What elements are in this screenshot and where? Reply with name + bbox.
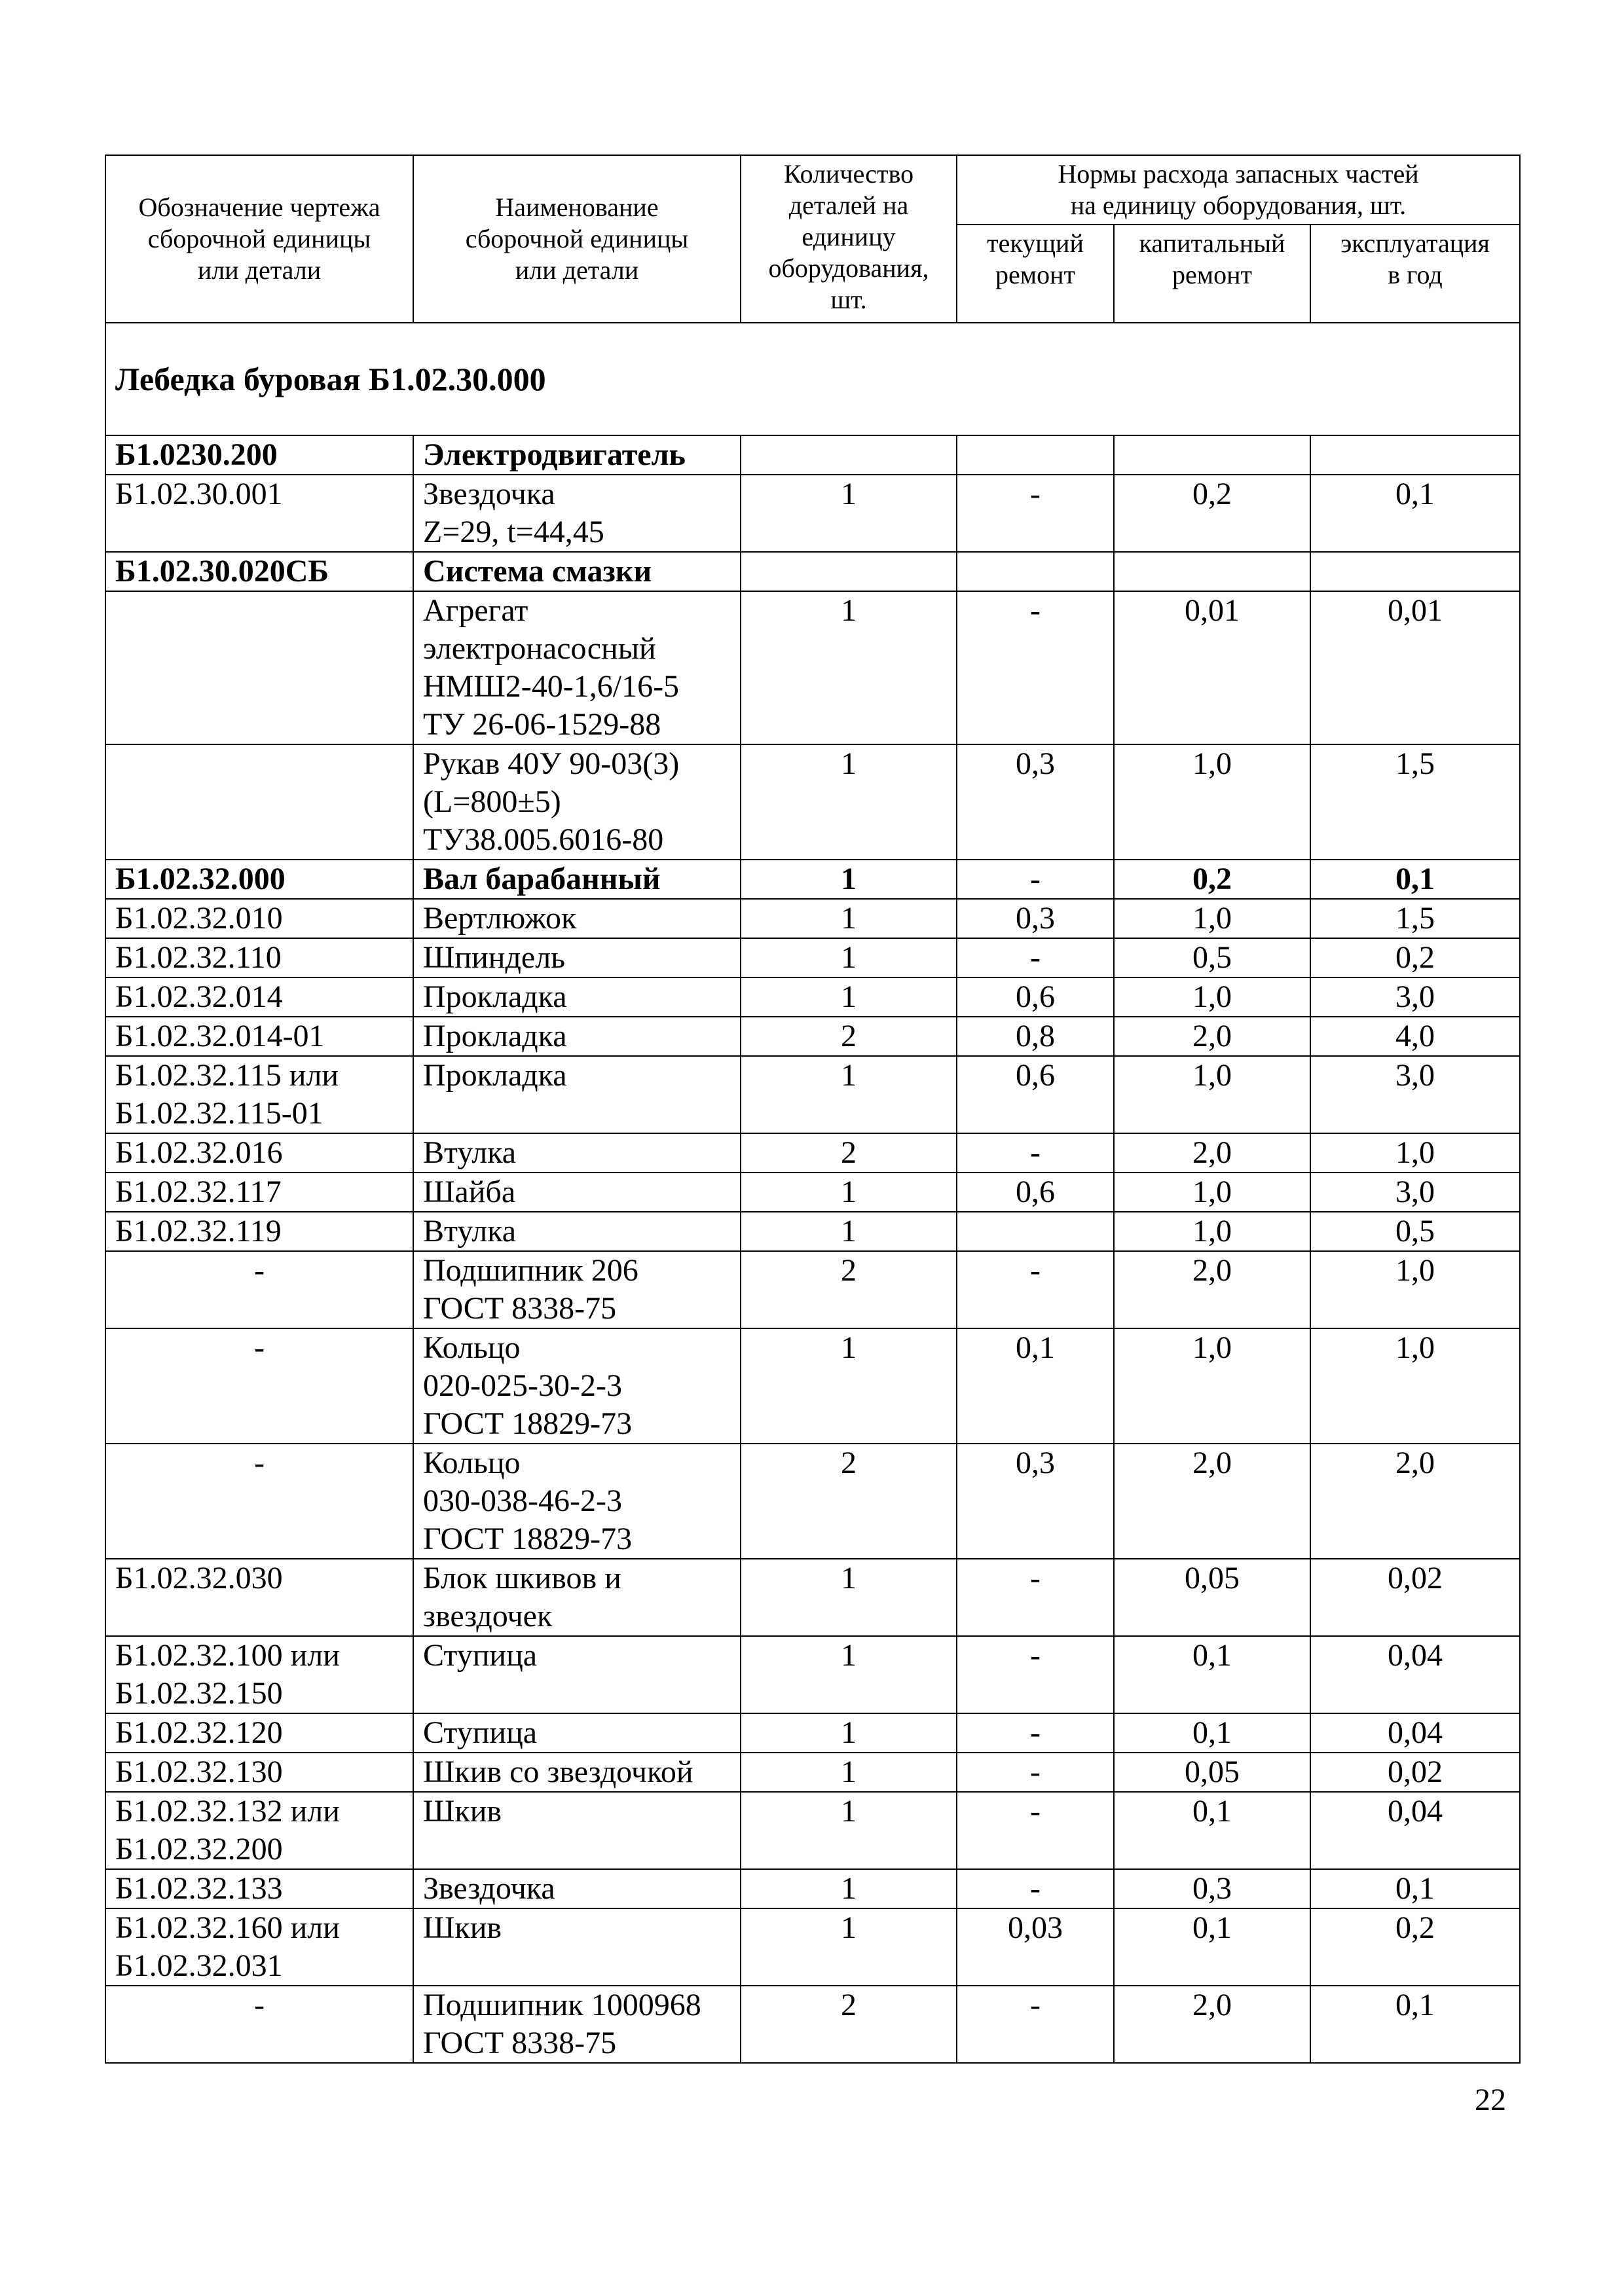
cell-unit-name: Шкив — [413, 1908, 741, 1986]
cell-exploitation: 0,1 — [1310, 860, 1520, 899]
cell-quantity: 1 — [741, 1328, 957, 1444]
cell-quantity: 1 — [741, 1869, 957, 1908]
table-row — [105, 1908, 1520, 1986]
cell-capital-repair: 2,0 — [1114, 1133, 1310, 1173]
cell-exploitation: 0,01 — [1310, 591, 1520, 744]
table-row — [105, 1017, 1520, 1056]
cell-exploitation — [1310, 435, 1520, 475]
cell-capital-repair: 0,1 — [1114, 1713, 1310, 1753]
cell-drawing-code: Б1.02.32.030 — [105, 1559, 413, 1636]
cell-exploitation: 0,02 — [1310, 1559, 1520, 1636]
cell-exploitation: 3,0 — [1310, 1056, 1520, 1133]
cell-drawing-code: Б1.02.32.130 — [105, 1753, 413, 1792]
cell-current-repair — [957, 435, 1114, 475]
cell-unit-name: Подшипник 206 ГОСТ 8338-75 — [413, 1251, 741, 1328]
cell-quantity: 1 — [741, 899, 957, 938]
table-row — [105, 1792, 1520, 1869]
cell-quantity: 1 — [741, 1056, 957, 1133]
cell-unit-name: Шкив со звездочкой — [413, 1753, 741, 1792]
cell-unit-name: Звездочка — [413, 1869, 741, 1908]
cell-capital-repair: 0,1 — [1114, 1908, 1310, 1986]
cell-capital-repair — [1114, 435, 1310, 475]
cell-exploitation: 0,1 — [1310, 475, 1520, 552]
table-row — [105, 435, 1520, 475]
cell-current-repair: - — [957, 938, 1114, 977]
cell-unit-name: Вал барабанный — [413, 860, 741, 899]
cell-drawing-code: - — [105, 1986, 413, 2063]
table-row — [105, 977, 1520, 1017]
section-title: Лебедка буровая Б1.02.30.000 — [105, 323, 1520, 435]
table-row — [105, 1056, 1520, 1133]
cell-exploitation: 1,5 — [1310, 899, 1520, 938]
table-row — [105, 1559, 1520, 1636]
cell-quantity: 2 — [741, 1444, 957, 1559]
cell-quantity: 1 — [741, 475, 957, 552]
cell-unit-name: Шкив — [413, 1792, 741, 1869]
header-exploitation: эксплуатация в год — [1310, 225, 1520, 323]
cell-unit-name: Прокладка — [413, 977, 741, 1017]
cell-unit-name: Блок шкивов и звездочек — [413, 1559, 741, 1636]
cell-exploitation: 1,0 — [1310, 1133, 1520, 1173]
table-row — [105, 1133, 1520, 1173]
cell-drawing-code: Б1.02.32.119 — [105, 1212, 413, 1251]
cell-drawing-code: Б1.02.32.117 — [105, 1173, 413, 1212]
cell-exploitation: 0,04 — [1310, 1713, 1520, 1753]
cell-drawing-code: Б1.02.32.010 — [105, 899, 413, 938]
cell-current-repair: - — [957, 860, 1114, 899]
table-row — [105, 744, 1520, 860]
header-consumption-norms: Нормы расхода запасных частей на единицу оборудования, шт. — [957, 155, 1520, 225]
cell-quantity — [741, 552, 957, 591]
cell-unit-name: Рукав 40У 90-03(3) (L=800±5) ТУ38.005.6016-80 — [413, 744, 741, 860]
cell-unit-name: Втулка — [413, 1212, 741, 1251]
cell-drawing-code — [105, 744, 413, 860]
table-row — [105, 1869, 1520, 1908]
cell-drawing-code: - — [105, 1328, 413, 1444]
table-row — [105, 1251, 1520, 1328]
cell-capital-repair: 0,5 — [1114, 938, 1310, 977]
cell-exploitation: 4,0 — [1310, 1017, 1520, 1056]
cell-exploitation: 1,5 — [1310, 744, 1520, 860]
cell-capital-repair: 0,1 — [1114, 1792, 1310, 1869]
cell-capital-repair: 1,0 — [1114, 1212, 1310, 1251]
table-row — [105, 1986, 1520, 2063]
cell-quantity: 1 — [741, 860, 957, 899]
cell-current-repair: 0,03 — [957, 1908, 1114, 1986]
cell-unit-name: Втулка — [413, 1133, 741, 1173]
cell-current-repair: - — [957, 1753, 1114, 1792]
cell-unit-name: Ступица — [413, 1636, 741, 1713]
cell-exploitation: 3,0 — [1310, 1173, 1520, 1212]
cell-quantity: 2 — [741, 1986, 957, 2063]
cell-unit-name: Прокладка — [413, 1017, 741, 1056]
cell-capital-repair: 1,0 — [1114, 899, 1310, 938]
cell-unit-name: Система смазки — [413, 552, 741, 591]
cell-current-repair: 0,6 — [957, 977, 1114, 1017]
cell-capital-repair: 2,0 — [1114, 1017, 1310, 1056]
cell-quantity: 2 — [741, 1133, 957, 1173]
header-unit-name: Наименование сборочной единицы или детали — [413, 155, 741, 323]
cell-unit-name: Шпиндель — [413, 938, 741, 977]
cell-current-repair: - — [957, 1559, 1114, 1636]
cell-exploitation: 0,02 — [1310, 1753, 1520, 1792]
cell-quantity: 1 — [741, 1636, 957, 1713]
spare-parts-table — [105, 155, 1521, 2064]
document-page — [105, 155, 1519, 2064]
cell-drawing-code: Б1.02.32.014-01 — [105, 1017, 413, 1056]
cell-exploitation: 0,04 — [1310, 1636, 1520, 1713]
table-row — [105, 1753, 1520, 1792]
cell-exploitation: 0,2 — [1310, 1908, 1520, 1986]
table-row — [105, 938, 1520, 977]
cell-exploitation: 0,5 — [1310, 1212, 1520, 1251]
cell-current-repair — [957, 552, 1114, 591]
cell-drawing-code: - — [105, 1444, 413, 1559]
cell-drawing-code: Б1.02.30.020СБ — [105, 552, 413, 591]
cell-drawing-code: Б1.02.32.110 — [105, 938, 413, 977]
cell-capital-repair: 1,0 — [1114, 1328, 1310, 1444]
header-drawing-code: Обозначение чертежа сборочной единицы или детали — [105, 155, 413, 323]
table-row — [105, 1328, 1520, 1444]
cell-current-repair: - — [957, 1251, 1114, 1328]
table-row — [105, 899, 1520, 938]
cell-unit-name: Электродвигатель — [413, 435, 741, 475]
cell-drawing-code: Б1.02.32.133 — [105, 1869, 413, 1908]
cell-unit-name: Агрегат электронасосный НМШ2-40-1,6/16-5 ТУ 26-06-1529-88 — [413, 591, 741, 744]
cell-exploitation: 0,1 — [1310, 1986, 1520, 2063]
table-row — [105, 1173, 1520, 1212]
cell-quantity: 1 — [741, 1908, 957, 1986]
table-row — [105, 552, 1520, 591]
header-quantity: Количество деталей на единицу оборудования, шт. — [741, 155, 957, 323]
cell-drawing-code: Б1.02.32.120 — [105, 1713, 413, 1753]
cell-unit-name: Ступица — [413, 1713, 741, 1753]
cell-quantity: 1 — [741, 1713, 957, 1753]
cell-exploitation: 0,1 — [1310, 1869, 1520, 1908]
cell-unit-name: Подшипник 1000968 ГОСТ 8338-75 — [413, 1986, 741, 2063]
cell-current-repair: - — [957, 1133, 1114, 1173]
cell-current-repair: - — [957, 1636, 1114, 1713]
cell-quantity: 1 — [741, 744, 957, 860]
page-number: 22 — [1475, 2083, 1506, 2117]
table-row — [105, 591, 1520, 744]
cell-current-repair: 0,3 — [957, 1444, 1114, 1559]
cell-capital-repair: 0,2 — [1114, 860, 1310, 899]
cell-capital-repair: 0,2 — [1114, 475, 1310, 552]
table-row — [105, 475, 1520, 552]
cell-current-repair: 0,3 — [957, 899, 1114, 938]
cell-capital-repair: 1,0 — [1114, 1173, 1310, 1212]
cell-drawing-code: Б1.02.32.000 — [105, 860, 413, 899]
cell-capital-repair: 2,0 — [1114, 1251, 1310, 1328]
cell-capital-repair: 0,05 — [1114, 1559, 1310, 1636]
cell-drawing-code: Б1.02.32.115 или Б1.02.32.115-01 — [105, 1056, 413, 1133]
cell-quantity: 2 — [741, 1017, 957, 1056]
cell-current-repair: - — [957, 1986, 1114, 2063]
cell-exploitation: 1,0 — [1310, 1251, 1520, 1328]
cell-unit-name: Кольцо 020-025-30-2-3 ГОСТ 18829-73 — [413, 1328, 741, 1444]
cell-current-repair: - — [957, 475, 1114, 552]
cell-quantity: 1 — [741, 1753, 957, 1792]
cell-capital-repair: 0,1 — [1114, 1636, 1310, 1713]
cell-current-repair: 0,3 — [957, 744, 1114, 860]
cell-capital-repair — [1114, 552, 1310, 591]
cell-exploitation: 1,0 — [1310, 1328, 1520, 1444]
cell-capital-repair: 2,0 — [1114, 1986, 1310, 2063]
cell-quantity — [741, 435, 957, 475]
cell-drawing-code: Б1.02.32.160 или Б1.02.32.031 — [105, 1908, 413, 1986]
cell-capital-repair: 1,0 — [1114, 1056, 1310, 1133]
table-row — [105, 1212, 1520, 1251]
cell-capital-repair: 0,3 — [1114, 1869, 1310, 1908]
cell-exploitation: 0,04 — [1310, 1792, 1520, 1869]
cell-current-repair: - — [957, 1713, 1114, 1753]
cell-current-repair: 0,1 — [957, 1328, 1114, 1444]
table-row — [105, 1713, 1520, 1753]
cell-drawing-code: Б1.02.32.100 или Б1.02.32.150 — [105, 1636, 413, 1713]
cell-drawing-code: - — [105, 1251, 413, 1328]
header-capital-repair: капитальный ремонт — [1114, 225, 1310, 323]
cell-exploitation: 2,0 — [1310, 1444, 1520, 1559]
cell-quantity: 1 — [741, 1173, 957, 1212]
cell-quantity: 1 — [741, 1212, 957, 1251]
cell-exploitation: 0,2 — [1310, 938, 1520, 977]
cell-quantity: 1 — [741, 591, 957, 744]
cell-current-repair: - — [957, 1792, 1114, 1869]
header-current-repair: текущий ремонт — [957, 225, 1114, 323]
cell-quantity: 1 — [741, 938, 957, 977]
cell-current-repair: - — [957, 1869, 1114, 1908]
cell-quantity: 1 — [741, 1792, 957, 1869]
table-row — [105, 1636, 1520, 1713]
cell-capital-repair: 0,01 — [1114, 591, 1310, 744]
cell-drawing-code: Б1.02.32.132 или Б1.02.32.200 — [105, 1792, 413, 1869]
cell-current-repair — [957, 1212, 1114, 1251]
cell-capital-repair: 1,0 — [1114, 744, 1310, 860]
cell-capital-repair: 2,0 — [1114, 1444, 1310, 1559]
cell-current-repair: 0,6 — [957, 1056, 1114, 1133]
cell-drawing-code: Б1.02.32.016 — [105, 1133, 413, 1173]
cell-unit-name: Кольцо 030-038-46-2-3 ГОСТ 18829-73 — [413, 1444, 741, 1559]
cell-quantity: 2 — [741, 1251, 957, 1328]
table-row — [105, 1444, 1520, 1559]
cell-quantity: 1 — [741, 1559, 957, 1636]
cell-capital-repair: 1,0 — [1114, 977, 1310, 1017]
cell-current-repair: 0,8 — [957, 1017, 1114, 1056]
table-row — [105, 860, 1520, 899]
cell-exploitation: 3,0 — [1310, 977, 1520, 1017]
cell-unit-name: Шайба — [413, 1173, 741, 1212]
cell-drawing-code — [105, 591, 413, 744]
cell-current-repair: - — [957, 591, 1114, 744]
cell-drawing-code: Б1.02.32.014 — [105, 977, 413, 1017]
cell-capital-repair: 0,05 — [1114, 1753, 1310, 1792]
cell-drawing-code: Б1.0230.200 — [105, 435, 413, 475]
cell-current-repair: 0,6 — [957, 1173, 1114, 1212]
cell-drawing-code: Б1.02.30.001 — [105, 475, 413, 552]
cell-exploitation — [1310, 552, 1520, 591]
cell-unit-name: Прокладка — [413, 1056, 741, 1133]
cell-unit-name: Звездочка Z=29, t=44,45 — [413, 475, 741, 552]
cell-quantity: 1 — [741, 977, 957, 1017]
cell-unit-name: Вертлюжок — [413, 899, 741, 938]
